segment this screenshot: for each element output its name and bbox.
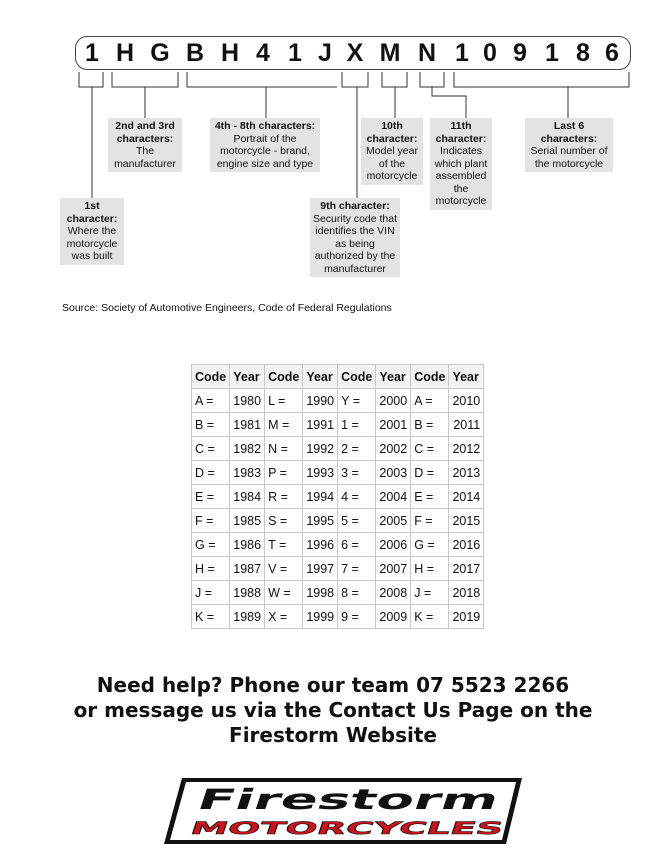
table-row (192, 461, 484, 485)
code-cell: 8 = (338, 581, 376, 605)
code-cell: D = (411, 461, 449, 485)
code-cell: 3 = (338, 461, 376, 485)
code-cell: 4 = (338, 485, 376, 509)
code-cell: 7 = (338, 557, 376, 581)
year-cell: 1985 (230, 509, 265, 533)
year-cell: 2001 (376, 413, 411, 437)
help-text (0, 673, 666, 748)
code-cell: 1 = (338, 413, 376, 437)
code-cell: G = (411, 533, 449, 557)
code-cell: K = (192, 605, 230, 629)
code-cell: Y = (338, 389, 376, 413)
year-cell: 2004 (376, 485, 411, 509)
year-cell: 2012 (449, 437, 484, 461)
code-cell: V = (265, 557, 303, 581)
code-cell: M = (265, 413, 303, 437)
code-cell: F = (192, 509, 230, 533)
year-cell: 1988 (230, 581, 265, 605)
vin-character: 8 (576, 39, 590, 67)
logo-firestorm-text: Firestorm (193, 782, 358, 816)
code-cell: J = (192, 581, 230, 605)
help-line-2: or message us via the Contact Us Page on the (73, 698, 593, 722)
table-row (192, 485, 484, 509)
code-cell: S = (265, 509, 303, 533)
table-header-row (192, 365, 484, 389)
code-cell: B = (411, 413, 449, 437)
label-11th: 11th character: Indicates which plant assembled the motorcycle (430, 118, 492, 210)
column-header: Code (265, 365, 303, 389)
column-header: Year (449, 365, 484, 389)
column-header: Year (230, 365, 265, 389)
year-cell: 1983 (230, 461, 265, 485)
year-cell: 1991 (303, 413, 338, 437)
code-cell: C = (192, 437, 230, 461)
vin-character: H (115, 39, 135, 67)
year-cell: 1981 (230, 413, 265, 437)
code-cell: 6 = (338, 533, 376, 557)
year-cell: 1992 (303, 437, 338, 461)
year-cell: 1986 (230, 533, 265, 557)
code-cell: K = (411, 605, 449, 629)
vin-character: H (220, 39, 240, 67)
year-cell: 1989 (230, 605, 265, 629)
year-cell: 2000 (376, 389, 411, 413)
vin-character: M (379, 39, 401, 67)
source-note: Source: Society of Automotive Engineers, Code of Federal Regulations (62, 302, 392, 314)
code-cell: L = (265, 389, 303, 413)
year-cell: 2003 (376, 461, 411, 485)
column-header: Code (338, 365, 376, 389)
year-cell: 2011 (449, 413, 484, 437)
logo-motorcycles-text: MOTORCYCLES (187, 819, 336, 839)
vin-character: 4 (256, 39, 270, 67)
year-cell: 1998 (303, 581, 338, 605)
year-cell: 1982 (230, 437, 265, 461)
vin-character: 1 (288, 39, 302, 67)
year-cell: 2009 (376, 605, 411, 629)
code-cell: E = (192, 485, 230, 509)
code-cell: T = (265, 533, 303, 557)
table-row (192, 557, 484, 581)
label-last-6: Last 6 characters: Serial number of the motorcycle (525, 118, 613, 172)
year-cell: 1990 (303, 389, 338, 413)
year-cell: 2016 (449, 533, 484, 557)
code-cell: X = (265, 605, 303, 629)
year-cell: 1996 (303, 533, 338, 557)
year-cell: 1980 (230, 389, 265, 413)
table-row (192, 509, 484, 533)
year-cell: 1995 (303, 509, 338, 533)
year-cell: 1993 (303, 461, 338, 485)
code-cell: G = (192, 533, 230, 557)
table-row (192, 581, 484, 605)
year-cell: 2013 (449, 461, 484, 485)
table-row (192, 389, 484, 413)
vin-character: 1 (85, 39, 99, 67)
column-header: Year (376, 365, 411, 389)
year-cell: 1994 (303, 485, 338, 509)
year-cell: 1984 (230, 485, 265, 509)
code-cell: N = (265, 437, 303, 461)
vin-character: G (150, 39, 170, 67)
year-cell: 2008 (376, 581, 411, 605)
code-cell: R = (265, 485, 303, 509)
year-cell: 1987 (230, 557, 265, 581)
year-cell: 2007 (376, 557, 411, 581)
vin-character: X (346, 39, 364, 67)
code-cell: D = (192, 461, 230, 485)
code-cell: H = (411, 557, 449, 581)
bracket-10th (382, 72, 407, 118)
help-line-3: Firestorm Website (229, 723, 437, 747)
table-row (192, 605, 484, 629)
year-cell: 2018 (449, 581, 484, 605)
model-year-table (191, 364, 484, 629)
code-cell: 2 = (338, 437, 376, 461)
column-header: Code (411, 365, 449, 389)
label-9th: 9th character: Security code that identifies the VIN as being authorized by the manufacturer (310, 198, 400, 277)
year-cell: 2017 (449, 557, 484, 581)
code-cell: 9 = (338, 605, 376, 629)
table-row (192, 533, 484, 557)
vin-character: 6 (605, 39, 619, 67)
code-cell: E = (411, 485, 449, 509)
year-cell: 2002 (376, 437, 411, 461)
code-cell: A = (411, 389, 449, 413)
year-cell: 2006 (376, 533, 411, 557)
help-line-1: Need help? Phone our team 07 5523 2266 (96, 673, 570, 697)
code-cell: F = (411, 509, 449, 533)
firestorm-logo (160, 776, 530, 848)
code-cell: W = (265, 581, 303, 605)
table-row (192, 437, 484, 461)
code-cell: A = (192, 389, 230, 413)
year-cell: 1997 (303, 557, 338, 581)
vin-character: 9 (513, 39, 527, 67)
code-cell: H = (192, 557, 230, 581)
label-1st: 1st character: Where the motorcycle was built (60, 198, 124, 265)
bracket-11th (420, 72, 466, 118)
year-cell: 2005 (376, 509, 411, 533)
vin-character: B (185, 39, 205, 67)
year-cell: 2014 (449, 485, 484, 509)
label-2nd-3rd: 2nd and 3rd characters: The manufacturer (108, 118, 182, 172)
code-cell: 5 = (338, 509, 376, 533)
year-cell: 2015 (449, 509, 484, 533)
code-cell: P = (265, 461, 303, 485)
vin-character: 1 (545, 39, 559, 67)
year-cell: 2010 (449, 389, 484, 413)
code-cell: B = (192, 413, 230, 437)
column-header: Year (303, 365, 338, 389)
label-10th: 10th character: Model year of the motorcycle (361, 118, 423, 185)
bracket-2nd-3rd (112, 72, 178, 118)
vin-character: N (417, 39, 437, 67)
vin-character: 1 (455, 39, 469, 67)
year-cell: 2019 (449, 605, 484, 629)
code-cell: J = (411, 581, 449, 605)
code-cell: C = (411, 437, 449, 461)
column-header: Code (192, 365, 230, 389)
label-4th-8th: 4th - 8th characters: Portrait of the motorcycle - brand, engine size and type (210, 118, 320, 172)
bracket-4th-8th (187, 72, 337, 118)
year-cell: 1999 (303, 605, 338, 629)
vin-character: 0 (483, 39, 497, 67)
bracket-last-6 (454, 72, 629, 118)
bracket-1st (79, 72, 103, 198)
table-row (192, 413, 484, 437)
vin-character: J (318, 39, 332, 67)
